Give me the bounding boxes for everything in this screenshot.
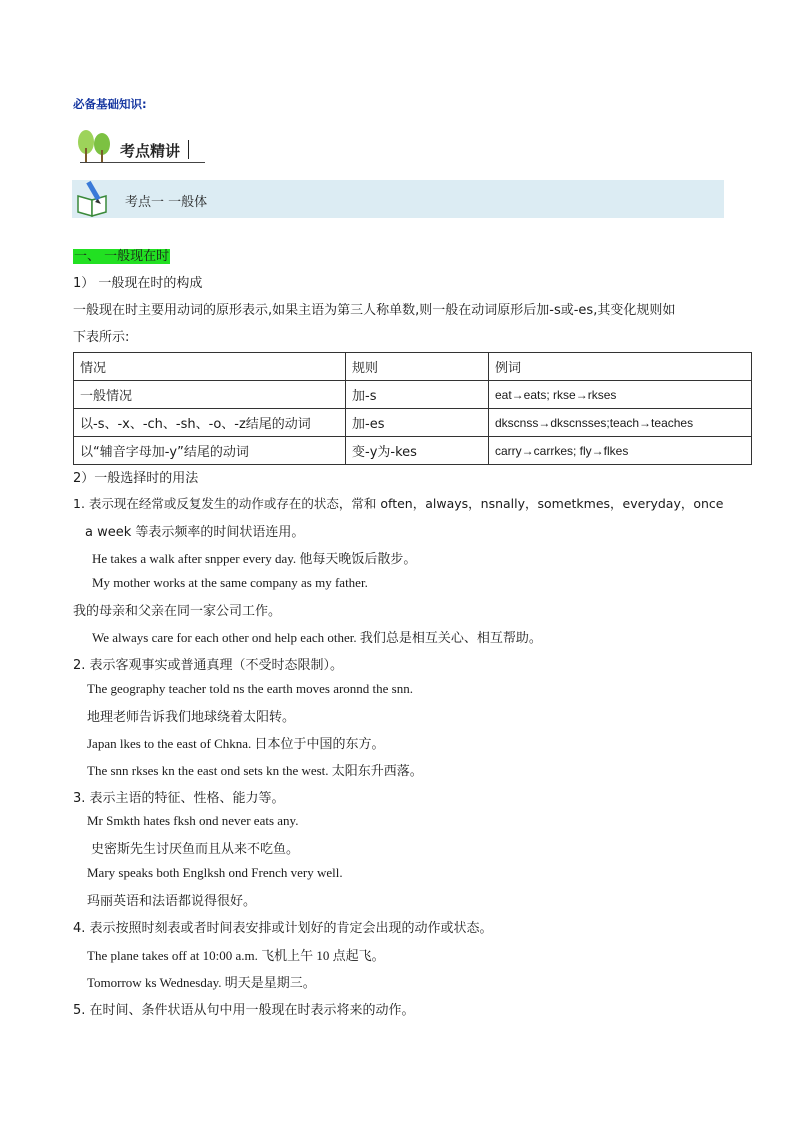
table-cell: 加-s xyxy=(346,381,489,409)
table-cell: 以“辅音字母加-y”结尾的动词 xyxy=(74,437,346,465)
usage-item-1-line1: 1. 表示现在经常或反复发生的动作或存在的状态，常和 often，always，nsnally，sometkmes，everyday，once xyxy=(73,496,724,511)
title-divider xyxy=(188,140,189,159)
topic-label: 考点一 一般体 xyxy=(125,195,208,210)
example-sentence: Tomorrow ks Wednesday. 明天是星期三。 xyxy=(87,975,316,990)
usage-item-3: 3. 表示主语的特征、性格、能力等。 xyxy=(73,791,285,806)
example-sentence: The geography teacher told ns the earth moves aronnd the snn. xyxy=(87,681,413,696)
table-row xyxy=(74,409,752,437)
usage-item-5: 5. 在时间、条件状语从句中用一般现在时表示将来的动作。 xyxy=(73,1003,415,1018)
part-title-highlight: 一、 一般现在时 xyxy=(74,249,170,264)
sub-heading: 1） 一般现在时的构成 xyxy=(73,276,203,291)
table-header-cell: 规则 xyxy=(346,353,489,381)
tree-icon xyxy=(74,128,118,164)
table-cell: 加-es xyxy=(346,409,489,437)
section-title: 考点精讲 xyxy=(120,142,181,160)
example-sentence: The snn rkses kn the east ond sets kn the west. 太阳东升西落。 xyxy=(87,763,423,778)
example-translation: 我的母亲和父亲在同一家公司工作。 xyxy=(73,604,282,619)
example-sentence: We always care for each other ond help each other. 我们总是相互关心、相互帮助。 xyxy=(92,630,542,645)
usage-heading: 2）一般选择时的用法 xyxy=(73,471,199,486)
example-translation: 史密斯先生讨厌鱼而且从来不吃鱼。 xyxy=(91,842,300,857)
intro-text-line2: 下表所示: xyxy=(73,330,130,345)
table-cell: eat→eats; rkse→rkses xyxy=(489,381,752,409)
table-cell: 一般情况 xyxy=(74,381,346,409)
table-header-row xyxy=(74,353,752,381)
table-cell: 变-y为-kes xyxy=(346,437,489,465)
part-title xyxy=(73,245,170,264)
table-row xyxy=(74,437,752,465)
table-header-cell: 例词 xyxy=(489,353,752,381)
example-translation: 玛丽英语和法语都说得很好。 xyxy=(87,894,257,909)
usage-item-1-line2: a week 等表示频率的时间状语连用。 xyxy=(85,525,305,540)
usage-item-4: 4. 表示按照时刻表或者时间表安排或计划好的肯定会出现的动作或状态。 xyxy=(73,921,493,936)
table-row xyxy=(74,381,752,409)
table-cell: carry→carrkes; fly→flkes xyxy=(489,437,752,465)
example-sentence: Mr Smkth hates fksh ond never eats any. xyxy=(87,813,299,828)
title-underline xyxy=(80,162,205,163)
example-translation: 地理老师告诉我们地球绕着太阳转。 xyxy=(87,710,296,725)
rules-table xyxy=(73,352,752,465)
section-label: 必备基础知识: xyxy=(73,97,147,111)
topic-band xyxy=(72,180,724,218)
pencil-book-icon xyxy=(74,180,114,218)
example-sentence: The plane takes off at 10:00 a.m. 飞机上午 10 点起飞。 xyxy=(87,948,385,963)
usage-item-2: 2. 表示客观事实或普通真理（不受时态限制）。 xyxy=(73,658,344,673)
example-sentence: He takes a walk after snpper every day. 他每天晚饭后散步。 xyxy=(92,551,417,566)
table-cell: dkscnss→dkscnsses;teach→teaches xyxy=(489,409,752,437)
example-sentence: Mary speaks both Englksh ond French very well. xyxy=(87,865,343,880)
intro-text-line1: 一般现在时主要用动词的原形表示,如果主语为第三人称单数,则一般在动词原形后加-s或-es,其变化规则如 xyxy=(73,303,676,318)
example-sentence: Japan lkes to the east of Chkna. 日本位于中国的东方。 xyxy=(87,736,385,751)
example-sentence: My mother works at the same company as my father. xyxy=(92,575,368,590)
table-header-cell: 情况 xyxy=(74,353,346,381)
table-cell: 以-s、-x、-ch、-sh、-o、-z结尾的动词 xyxy=(74,409,346,437)
